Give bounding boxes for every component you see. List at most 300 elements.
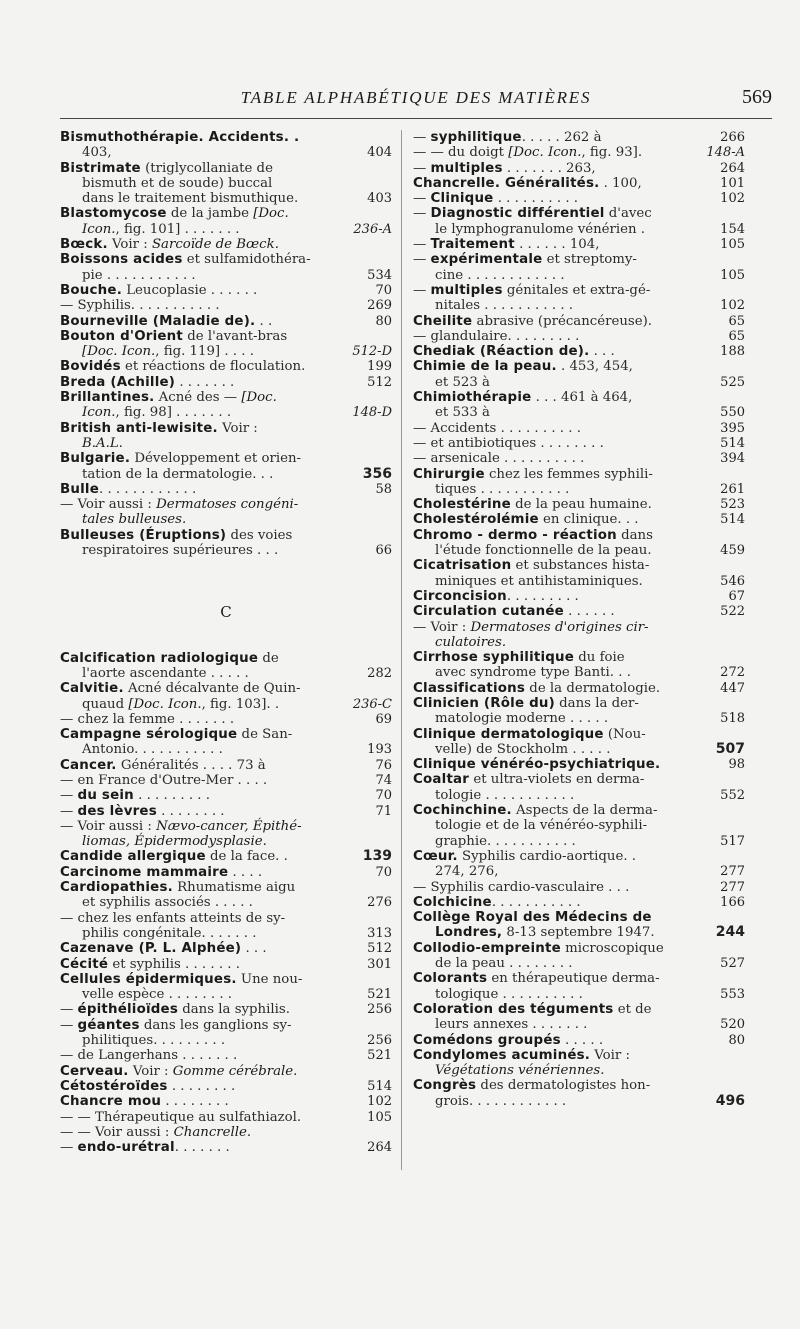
index-page-ref: 520	[720, 1017, 745, 1033]
index-entry-text: — Voir :	[413, 619, 471, 635]
index-entry-line	[60, 252, 392, 267]
index-entry-line	[60, 329, 392, 344]
index-entry-text: l'aorte ascendante . . . . .	[82, 665, 249, 681]
index-page-ref: 276	[367, 895, 392, 911]
index-page-ref: 266	[720, 130, 745, 145]
index-entry-line	[60, 451, 392, 466]
index-entry-line	[413, 757, 745, 772]
index-entry-heading: Coloration des téguments	[413, 1001, 614, 1017]
index-entry-line	[413, 1048, 745, 1063]
index-entry-text: . . . . . . . . . .	[493, 191, 579, 207]
index-entry	[60, 1140, 392, 1155]
index-entry-heading: Bulgarie.	[60, 451, 131, 467]
index-entry-line	[413, 665, 745, 680]
index-entry-line	[413, 696, 745, 711]
index-entry-line	[60, 895, 392, 910]
index-entry-text: et de	[613, 1001, 652, 1017]
index-entry-text: — chez la femme . . . . . . .	[60, 711, 235, 727]
entries-c	[60, 651, 392, 1156]
index-entry-line	[60, 176, 392, 191]
index-entry	[60, 1125, 392, 1140]
index-entry-line	[60, 1140, 392, 1155]
index-entry-text: philitiques. . . . . . . . .	[82, 1033, 226, 1049]
index-entry-text: et réactions de floculation.	[120, 359, 306, 375]
index-entry-line	[413, 222, 745, 237]
index-entry	[413, 161, 745, 176]
index-entry-line	[60, 1033, 392, 1048]
index-entry-text: , fig. 93].	[581, 145, 643, 161]
index-entry-text: en clinique. . .	[538, 512, 639, 528]
index-entry-text: cine . . . . . . . . . . . .	[435, 267, 565, 283]
index-entry	[60, 865, 392, 880]
index-entry-text: — de Langerhans . . . . . . .	[60, 1048, 238, 1064]
index-page-ref: 394	[720, 451, 745, 467]
index-entry-heading: Chimiothérapie	[413, 390, 532, 406]
index-entry-line	[413, 620, 745, 635]
index-entry-text: —	[413, 191, 431, 207]
index-entry	[413, 604, 745, 619]
index-entry-heading: Chediak (Réaction de).	[413, 344, 590, 360]
index-entry-text: Antonio. . . . . . . . . . .	[82, 742, 223, 758]
index-entry-italic: Icon.	[82, 405, 116, 421]
index-page-ref: 154	[720, 221, 745, 237]
index-entry	[60, 314, 392, 329]
index-entry-heading: Cellules épidermiques.	[60, 971, 237, 987]
index-page-ref: 395	[720, 420, 745, 436]
index-entry-italic: [Doc.	[241, 390, 277, 406]
index-entry-text: . . .	[589, 344, 615, 360]
index-entry-text: du foie	[574, 650, 625, 666]
index-entry-italic: [Doc. Icon.	[508, 145, 582, 161]
index-entry-text: et 533 à	[435, 405, 490, 421]
index-entry-text: — en France d'Outre-Mer . . . .	[60, 772, 268, 788]
index-entry-line	[413, 344, 745, 359]
column-divider	[401, 130, 402, 1170]
index-entry-text: , fig. 103]. .	[201, 696, 280, 712]
index-entry-line	[413, 237, 745, 252]
index-entry-line	[60, 758, 392, 773]
index-entry	[413, 910, 745, 941]
index-page-ref: 188	[720, 344, 745, 360]
index-entry-text: Généralités . . . . 73 à	[116, 757, 266, 773]
index-entry-line	[60, 1125, 392, 1140]
index-entry	[413, 314, 745, 329]
index-entry-text: . . . . . . 104,	[514, 237, 600, 253]
index-entry-text: de la face. .	[205, 849, 288, 865]
index-entry-italic: Icon.	[82, 221, 116, 237]
index-entry-text: —	[413, 206, 431, 222]
index-page-ref: 102	[720, 298, 745, 314]
index-entry-heading: Cazenave (P. L. Alphée)	[60, 941, 242, 957]
index-entry-line	[60, 206, 392, 221]
index-entry-text: —	[413, 237, 431, 253]
index-entry-line	[413, 298, 745, 313]
index-entry-heading: Blastomycose	[60, 206, 167, 222]
index-entry-line	[60, 880, 392, 895]
index-entry-line	[60, 482, 392, 497]
index-entry-line	[60, 314, 392, 329]
index-entry-heading: Cheilite	[413, 313, 473, 329]
index-entry-text: — Voir aussi :	[60, 497, 157, 513]
index-entry-heading: Cochinchine.	[413, 803, 512, 819]
index-entry-text: . . . . . . . . .	[133, 788, 210, 804]
index-entry	[60, 329, 392, 360]
index-page-ref: 139	[362, 848, 392, 865]
index-page-ref: 71	[375, 803, 392, 819]
index-page-ref: 518	[720, 711, 745, 727]
index-entry-line	[60, 130, 392, 145]
index-entry-line	[413, 910, 745, 925]
index-entry	[60, 941, 392, 956]
index-entry	[413, 528, 745, 559]
index-entry-heading: Bœck.	[60, 237, 108, 253]
index-entry	[413, 283, 745, 314]
header-rule	[60, 118, 772, 119]
index-entry	[413, 390, 745, 421]
index-entry-heading: Cirrhose syphilitique	[413, 650, 575, 666]
index-entry-line	[60, 941, 392, 956]
index-entry-line	[60, 390, 392, 405]
index-entry-heading: Chancrelle. Généralités.	[413, 175, 600, 191]
index-entry	[413, 757, 745, 772]
index-entry-text: nitales . . . . . . . . . . .	[435, 298, 574, 314]
index-entry-text: philis congénitale. . . . . . .	[82, 925, 257, 941]
index-page-ref: 105	[720, 267, 745, 283]
index-entry	[413, 451, 745, 466]
index-entry-heading: Clinicien (Rôle du)	[413, 695, 555, 711]
index-entry-heading: Circulation cutanée	[413, 604, 564, 620]
index-page-ref: 102	[367, 1094, 392, 1110]
index-entry-text: de la dermatologie.	[525, 680, 661, 696]
index-entry-text: (Nou-	[603, 726, 646, 742]
index-entry-heading: Londres,	[435, 925, 503, 941]
index-entry-heading: Condylomes acuminés.	[413, 1047, 591, 1063]
index-entry-line	[413, 512, 745, 527]
index-page-ref: 459	[720, 543, 745, 559]
index-entry-text: — et antibiotiques . . . . . . . .	[413, 435, 604, 451]
index-entry-italic: [Doc. Icon.	[82, 344, 156, 360]
index-entry-text: Voir :	[217, 420, 258, 436]
index-entry-line	[413, 176, 745, 191]
index-entry-heading: Bouche.	[60, 282, 122, 298]
index-entry-line	[60, 359, 392, 374]
index-entry-italic: liomas, Épidermodysplasie.	[82, 834, 267, 850]
index-entry-line	[60, 421, 392, 436]
index-entry-heading: Bulleuses (Éruptions)	[60, 527, 227, 543]
index-entry-heading: syphilitique	[430, 130, 522, 145]
index-entry-text: 403,	[82, 145, 112, 161]
index-entry-heading: Cardiopathies.	[60, 880, 173, 896]
index-entry	[413, 803, 745, 849]
index-page-ref: 256	[367, 1033, 392, 1049]
index-entry-text: —	[60, 788, 78, 804]
index-entry-text: . .	[255, 313, 273, 329]
index-page-ref: 80	[375, 313, 392, 329]
index-entry-heading: Clinique dermatologique	[413, 726, 604, 742]
index-entry	[413, 497, 745, 512]
index-page-ref: 517	[720, 833, 745, 849]
index-entry	[413, 589, 745, 604]
index-entry-text: des dermatologistes hon-	[476, 1078, 651, 1094]
index-page-ref: 277	[720, 879, 745, 895]
index-page-ref: 166	[720, 894, 745, 910]
index-entry-text: — — du doigt	[413, 145, 509, 161]
index-entry-heading: Calcification radiologique	[60, 650, 259, 666]
index-entry-line	[413, 558, 745, 573]
index-entry	[60, 451, 392, 482]
index-entry	[60, 375, 392, 390]
index-page-ref: 105	[720, 237, 745, 253]
index-entry-line	[413, 1094, 745, 1109]
index-entry-text: . . . . . .	[563, 604, 615, 620]
index-entry-text: pie . . . . . . . . . . .	[82, 267, 196, 283]
index-entry-line	[60, 1048, 392, 1063]
index-entry	[413, 145, 745, 160]
index-entry-heading: Comédons groupés	[413, 1032, 561, 1048]
index-entry-line	[413, 727, 745, 742]
index-entry-heading: Candide allergique	[60, 849, 206, 865]
index-entry-heading: Bistrimate	[60, 160, 141, 176]
index-entry	[413, 176, 745, 191]
index-page-ref: 102	[720, 191, 745, 207]
index-entry-text: . . . . . 262 à	[521, 130, 602, 145]
index-page-ref: 236-C	[352, 696, 392, 712]
index-entry-text: tation de la dermatologie. . .	[82, 466, 274, 482]
index-entry-line	[413, 574, 745, 589]
index-entry-heading: Cicatrisation	[413, 558, 512, 574]
index-entry-line	[413, 818, 745, 833]
index-entry	[413, 237, 745, 252]
index-entry-text: et 523 à	[435, 374, 490, 390]
index-entry	[60, 957, 392, 972]
index-entry-text: . . . . . . . .	[156, 803, 225, 819]
index-page-ref: 70	[375, 282, 392, 298]
index-entry-text: —	[60, 803, 78, 819]
index-entry-line	[60, 666, 392, 681]
index-entry-line	[60, 865, 392, 880]
index-entry-line	[60, 283, 392, 298]
index-entry-text: —	[60, 1002, 78, 1018]
index-entry-text: dans les ganglions sy-	[139, 1017, 292, 1033]
index-entry-text: dans	[616, 527, 653, 543]
index-entry-line	[60, 467, 392, 482]
index-entry-text: tologique . . . . . . . . . .	[435, 986, 583, 1002]
index-entry	[60, 1094, 392, 1109]
index-entry-line	[60, 957, 392, 972]
index-entry-line	[60, 543, 392, 558]
index-page-ref: 98	[728, 757, 745, 773]
index-entry-line	[60, 987, 392, 1002]
index-column-right	[413, 130, 745, 1109]
index-page-ref: 282	[367, 665, 392, 681]
index-entry	[60, 130, 392, 161]
index-entry-heading: Traitement	[430, 237, 515, 253]
index-entry	[413, 620, 745, 651]
index-page-ref: 76	[375, 757, 392, 773]
index-entry-line	[413, 956, 745, 971]
index-entry-line	[413, 589, 745, 604]
index-entry	[413, 1048, 745, 1079]
index-entry-line	[60, 497, 392, 512]
index-entry	[60, 237, 392, 252]
index-entry-heading: Cœur.	[413, 848, 458, 864]
index-entry-line	[413, 375, 745, 390]
index-entry-text: Aspects de la derma-	[511, 803, 658, 819]
index-entry-heading: Clinique vénéréo-psychiatrique.	[413, 757, 661, 773]
index-entry-heading: Cécité	[60, 956, 109, 972]
index-entry-text: velle) de Stockholm . . . . .	[435, 741, 611, 757]
index-entry-text: chez les femmes syphili-	[484, 466, 653, 482]
index-entry-line	[60, 1094, 392, 1109]
index-page-ref: 69	[375, 711, 392, 727]
running-head	[60, 88, 772, 114]
index-entry-text: Une nou-	[236, 971, 303, 987]
index-entry-text: tologie . . . . . . . . . . .	[435, 787, 575, 803]
index-page-ref: 256	[367, 1002, 392, 1018]
index-entry	[60, 1064, 392, 1079]
index-entry-heading: Collège Royal des Médecins de	[413, 910, 652, 926]
index-entry-line	[60, 161, 392, 176]
index-entry-heading: Calvitie.	[60, 681, 124, 697]
index-page-ref: 105	[367, 1109, 392, 1125]
index-page-ref: 65	[728, 328, 745, 344]
index-page-ref: 521	[367, 1048, 392, 1064]
index-entry-text: . . . . . . . .	[167, 1078, 236, 1094]
index-entry	[413, 206, 745, 237]
index-entry-heading: Bismuthothérapie. Accidents. .	[60, 130, 300, 145]
index-entry-text: des voies	[226, 527, 293, 543]
index-entry	[60, 712, 392, 727]
index-entry-line	[60, 344, 392, 359]
index-entry-line	[60, 819, 392, 834]
index-entry-text: abrasive (précancéreuse).	[472, 313, 653, 329]
index-entry-line	[60, 145, 392, 160]
index-entry-text: et streptomy-	[542, 252, 637, 268]
index-entry	[413, 971, 745, 1002]
index-page-ref: 553	[720, 986, 745, 1002]
index-entry	[60, 880, 392, 911]
index-page-ref: 404	[367, 145, 392, 161]
index-entry-text: quaud	[82, 696, 129, 712]
index-entry	[413, 696, 745, 727]
index-entry-text: d'avec	[604, 206, 652, 222]
index-entry-line	[60, 727, 392, 742]
index-entry	[60, 298, 392, 313]
index-entry-text: tologie et de la vénéréo-syphili-	[435, 818, 648, 834]
index-entry-text: Développement et orien-	[130, 451, 302, 467]
index-entry-heading: multiples	[430, 282, 503, 298]
index-entry-heading: Bourneville (Maladie de).	[60, 313, 256, 329]
index-page-ref: 552	[720, 787, 745, 803]
index-entry-line	[413, 941, 745, 956]
index-page-ref: 261	[720, 481, 745, 497]
index-entry-heading: Bulle	[60, 481, 100, 497]
index-entry	[60, 1079, 392, 1094]
index-entry-line	[60, 681, 392, 696]
index-entry-heading: Colchicine	[413, 894, 492, 910]
index-page-ref: 80	[728, 1032, 745, 1048]
entries-b	[60, 130, 392, 558]
index-page-ref: 447	[720, 680, 745, 696]
index-entry-line	[413, 834, 745, 849]
index-entry	[60, 819, 392, 850]
index-column-left	[60, 130, 392, 1155]
index-entry-line	[413, 681, 745, 696]
index-entry-line	[413, 543, 745, 558]
index-entry-line	[60, 436, 392, 451]
index-entry-line	[60, 849, 392, 864]
index-entry	[60, 1018, 392, 1049]
index-entry-text: et substances hista-	[511, 558, 650, 574]
index-entry-line	[60, 375, 392, 390]
index-entry-heading: Coaltar	[413, 772, 470, 788]
index-entry	[413, 252, 745, 283]
index-entry-text: graphie. . . . . . . . . . .	[435, 833, 576, 849]
index-entry-line	[60, 1018, 392, 1033]
index-entry	[413, 681, 745, 696]
index-page-ref: 244	[715, 924, 745, 941]
index-entry	[60, 283, 392, 298]
index-page-ref: 70	[375, 864, 392, 880]
index-entry-line	[413, 451, 745, 466]
index-entry-italic: B.A.L.	[82, 435, 123, 451]
index-entry	[60, 482, 392, 497]
index-entry-italic: Chancrelle.	[173, 1124, 252, 1140]
index-entry-text: de	[258, 650, 279, 666]
index-entry	[60, 161, 392, 207]
index-entry-text: Leucoplasie . . . . . .	[121, 282, 258, 298]
index-entry	[60, 528, 392, 559]
index-entry	[413, 359, 745, 390]
index-page-ref: 70	[375, 788, 392, 804]
index-entry-text: Voir :	[590, 1047, 630, 1063]
index-page-ref: 403	[367, 191, 392, 207]
index-entry-line	[60, 405, 392, 420]
index-entry-text: —	[60, 1017, 78, 1033]
index-page-ref: 148-D	[352, 405, 392, 421]
index-entry-line	[413, 1063, 745, 1078]
index-entry	[413, 1002, 745, 1033]
index-page-ref: 58	[375, 481, 392, 497]
index-page-ref: 67	[728, 588, 745, 604]
index-entry-text: —	[413, 282, 431, 298]
index-entry-heading: multiples	[430, 160, 503, 176]
index-entry-line	[413, 895, 745, 910]
index-entry-line	[60, 1079, 392, 1094]
index-entry-heading: Collodio-empreinte	[413, 940, 561, 956]
index-entry	[413, 421, 745, 436]
index-entry-heading: Brillantines.	[60, 390, 155, 406]
index-entry-text: Voir :	[128, 1063, 173, 1079]
index-entry-heading: Chirurgie	[413, 466, 485, 482]
index-entry-line	[413, 161, 745, 176]
index-entry	[413, 727, 745, 758]
index-entry-text: microscopique	[560, 940, 664, 956]
index-entry-line	[413, 772, 745, 787]
index-page-ref: 277	[720, 864, 745, 880]
index-page-ref: 65	[728, 313, 745, 329]
index-entry-text: . . . . . . .	[174, 1140, 230, 1156]
entries-right	[413, 130, 745, 1109]
index-entry-line	[60, 1064, 392, 1079]
index-entry	[413, 191, 745, 206]
index-entry-text: et sulfamidothéra-	[182, 252, 311, 268]
index-entry-line	[413, 252, 745, 267]
index-entry-text: Rhumatisme aigu	[172, 880, 296, 896]
index-entry	[413, 1033, 745, 1048]
index-entry-heading: Chromo - dermo - réaction	[413, 527, 617, 543]
index-page-ref: 514	[720, 435, 745, 451]
